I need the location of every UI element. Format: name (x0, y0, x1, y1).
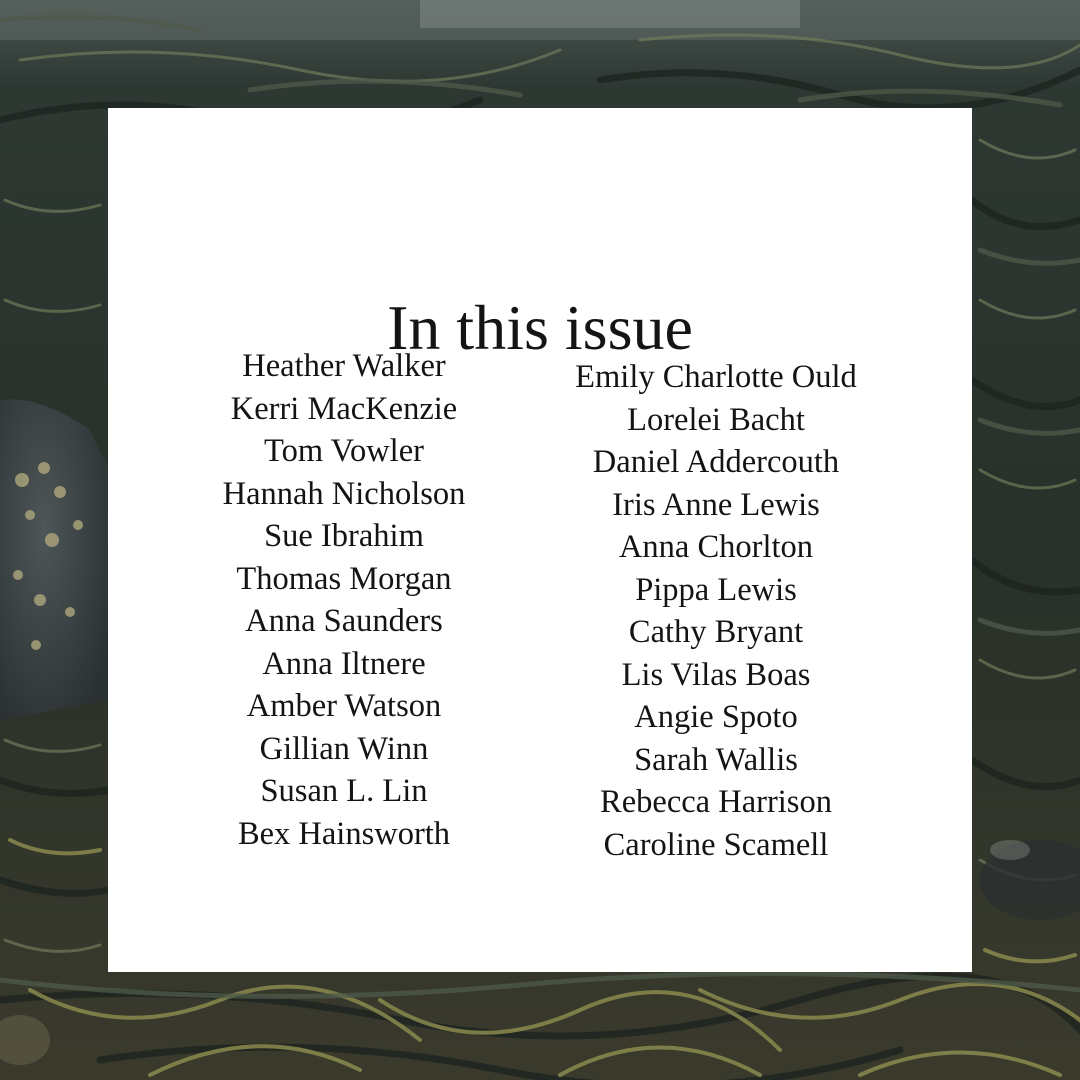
contributor-name: Gillian Winn (259, 730, 429, 767)
contributor-name: Lis Vilas Boas (621, 656, 811, 693)
contributor-name: Cathy Bryant (628, 614, 804, 650)
contributor-name: Hannah Nicholson (222, 475, 466, 512)
contributor-name: Tom Vowler (264, 433, 424, 469)
contributors-left-column (164, 345, 524, 855)
contributor-name: Anna Iltnere (262, 645, 426, 682)
contributor-name: Kerri MacKenzie (230, 390, 458, 427)
contributor-name: Heather Walker (242, 348, 446, 384)
page-title: In this issue (387, 292, 693, 363)
contents-card (108, 108, 972, 972)
contributor-name: Anna Chorlton (618, 529, 814, 565)
contributor-name: Angie Spoto (634, 699, 798, 735)
contributor-name: Bex Hainsworth (237, 815, 451, 852)
contributor-name: Anna Saunders (245, 603, 443, 639)
contributor-name: Rebecca Harrison (600, 784, 832, 820)
contributor-name: Sue Ibrahim (264, 518, 424, 554)
contributor-name: Susan L. Lin (260, 773, 428, 809)
contributor-name: Thomas Morgan (236, 560, 452, 597)
contributor-name: Caroline Scamell (603, 826, 829, 863)
contributor-name: Daniel Addercouth (592, 444, 840, 480)
contributor-name: Sarah Wallis (634, 741, 798, 778)
contributor-name: Emily Charlotte Ould (575, 359, 857, 395)
contributor-name: Amber Watson (246, 688, 442, 724)
contributor-name: Lorelei Bacht (627, 401, 805, 438)
contributor-name: Iris Anne Lewis (612, 486, 820, 523)
contributors-right-column (536, 356, 896, 866)
contributor-name: Pippa Lewis (635, 571, 797, 608)
